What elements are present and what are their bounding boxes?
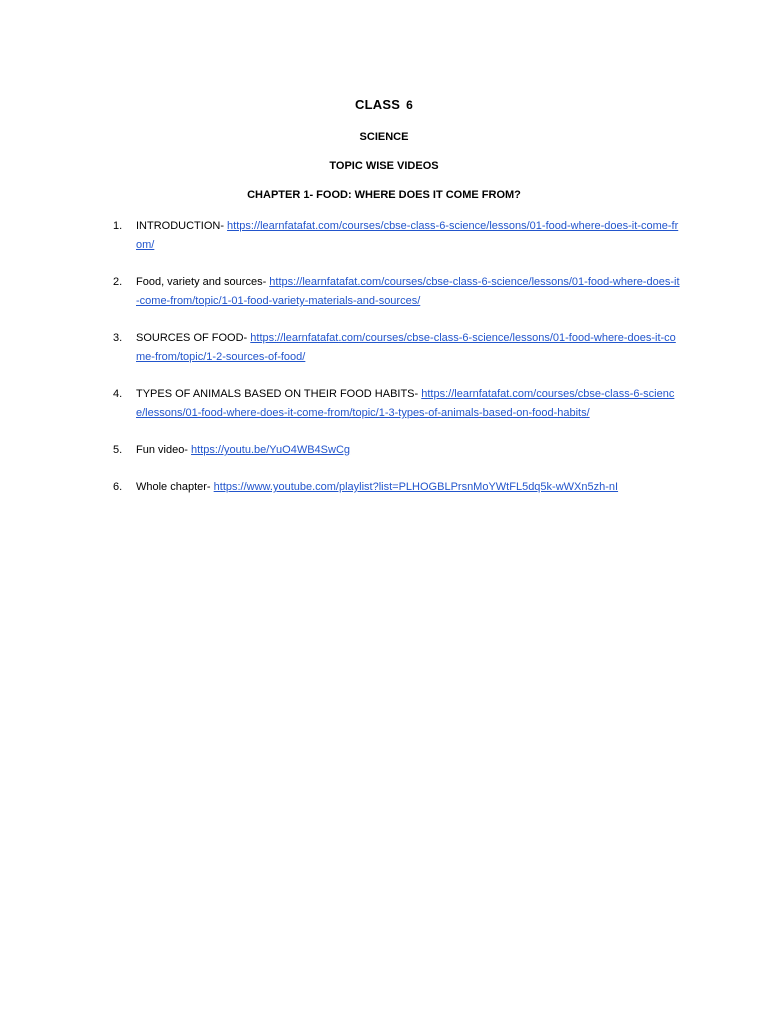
subtitle-heading: TOPIC WISE VIDEOS (329, 160, 439, 172)
item-label: Whole chapter- (136, 481, 214, 493)
list-number: 2. (113, 276, 123, 288)
item-label: INTRODUCTION- (136, 220, 228, 232)
video-link[interactable]: https://learnfatafat.com/courses/cbse-class-6-science/lessons/01-food-where-does-it-come-from/ (136, 220, 679, 251)
list-item (113, 329, 683, 367)
video-link[interactable]: https://learnfatafat.com/courses/cbse-class-6-science/lessons/01-food-where-does-it-come-from/topic/1-3-types-of-animals-based-on-food-habits/ (136, 388, 675, 419)
list-number: 3. (113, 332, 123, 344)
item-label: Fun video- (136, 444, 192, 456)
chapter-heading: CHAPTER 1- FOOD: WHERE DOES IT COME FROM? (247, 189, 521, 201)
list-number: 1. (113, 220, 123, 232)
item-label: SOURCES OF FOOD- (136, 332, 251, 344)
subject-heading: SCIENCE (359, 131, 409, 143)
class-heading (0, 97, 768, 112)
video-list (113, 217, 683, 515)
list-item (113, 478, 683, 497)
video-link[interactable]: https://youtu.be/YuO4WB4SwCg (191, 444, 351, 456)
video-link[interactable]: https://www.youtube.com/playlist?list=PLHOGBLPrsnMoYWtFL5dq5k-wWXn5zh-nI (213, 481, 619, 493)
video-link[interactable]: https://learnfatafat.com/courses/cbse-class-6-science/lessons/01-food-where-does-it-come-from/topic/1-01-food-variety-materials-and-sources/ (136, 276, 680, 307)
class-number: 6 (406, 98, 413, 112)
list-item (113, 273, 683, 311)
item-label: TYPES OF ANIMALS BASED ON THEIR FOOD HABITS- (136, 388, 422, 400)
list-item (113, 385, 683, 423)
class-label: CLASS (355, 97, 401, 112)
list-number: 4. (113, 388, 123, 400)
list-number: 6. (113, 481, 123, 493)
item-label: Food, variety and sources- (136, 276, 270, 288)
video-link[interactable]: https://learnfatafat.com/courses/cbse-class-6-science/lessons/01-food-where-does-it-come-from/topic/1-2-sources-of-food/ (136, 332, 676, 363)
list-number: 5. (113, 444, 123, 456)
list-item (113, 441, 683, 460)
list-item (113, 217, 683, 255)
